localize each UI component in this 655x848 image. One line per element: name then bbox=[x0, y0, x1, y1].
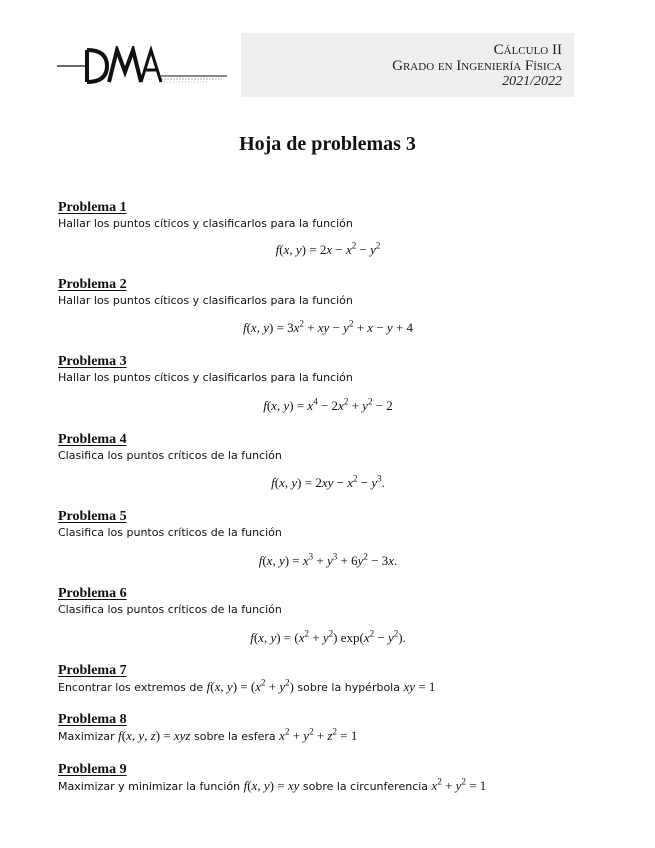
problem-heading: Problema 1 bbox=[58, 200, 127, 215]
problem-2 bbox=[58, 277, 598, 335]
problem-heading: Problema 8 bbox=[58, 712, 127, 727]
problem-heading: Problema 2 bbox=[58, 277, 127, 292]
degree-name: Grado en Ingeniería Física bbox=[392, 58, 562, 74]
page-title: Hoja de problemas 3 bbox=[239, 133, 416, 155]
problem-formula: f(x, $y) = (x^2 + y^2) \exp(x^2 - y^2)$. bbox=[250, 628, 406, 645]
problem-text: Hallar los puntos cíticos y clasificarlos para la función bbox=[58, 217, 353, 230]
course-header bbox=[241, 33, 574, 97]
problem-heading: Problema 6 bbox=[58, 586, 127, 601]
problem-text: Maximizar f(x, y, z) = xyz sobre la esfera $x^2 + y^2 + z^2 = 1$ bbox=[58, 726, 358, 743]
problem-4 bbox=[58, 432, 598, 490]
problem-heading: Problema 4 bbox=[58, 432, 127, 447]
problem-formula: f(x, $y) = 2xy - x^2 - y^3$. bbox=[271, 473, 385, 490]
problem-6 bbox=[58, 586, 598, 645]
problem-formula: f(x, $y) = x^4 - 2x^2 + y^2 - 2$ bbox=[263, 396, 393, 413]
problem-text: Maximizar y minimizar la función f(x, y) = xy sobre la circunferencia $x^2 + y^2 = 1$ bbox=[58, 776, 487, 793]
problem-9 bbox=[58, 762, 598, 795]
problem-heading: Problema 3 bbox=[58, 354, 127, 369]
problem-1 bbox=[58, 200, 598, 257]
problem-formula: f(x, $y) = 3x^2$ + xy − $y^2 + x - y + 4$ bbox=[242, 318, 414, 335]
problem-heading: Problema 7 bbox=[58, 663, 127, 678]
problem-3 bbox=[58, 354, 598, 413]
problem-7 bbox=[58, 663, 598, 696]
academic-year: 2021/2022 bbox=[502, 74, 562, 89]
problem-text: Encontrar los extremos de f(x, $y) = (x^2 + y^2)$ sobre la hypérbola xy = 1 bbox=[58, 677, 436, 694]
problem-text: Clasifica los puntos críticos de la función bbox=[58, 526, 282, 539]
dma-logo bbox=[57, 46, 227, 86]
problem-text: Clasifica los puntos críticos de la función bbox=[58, 449, 282, 462]
problem-text: Hallar los puntos cíticos y clasificarlos para la función bbox=[58, 371, 353, 384]
problem-heading: Problema 9 bbox=[58, 762, 127, 777]
problem-text: Clasifica los puntos críticos de la función bbox=[58, 603, 282, 616]
problem-formula: f(x, $y) = x^3 + y^3 + 6y^2 - 3x$. bbox=[258, 551, 398, 568]
problem-formula: f(x, $y) = 2x - x^2 - y^2$ bbox=[275, 240, 381, 257]
problem-8 bbox=[58, 712, 598, 745]
problem-text: Hallar los puntos cíticos y clasificarlos para la función bbox=[58, 294, 353, 307]
course-name: Cálculo II bbox=[493, 42, 562, 58]
problem-5 bbox=[58, 509, 598, 568]
problem-heading: Problema 5 bbox=[58, 509, 127, 524]
